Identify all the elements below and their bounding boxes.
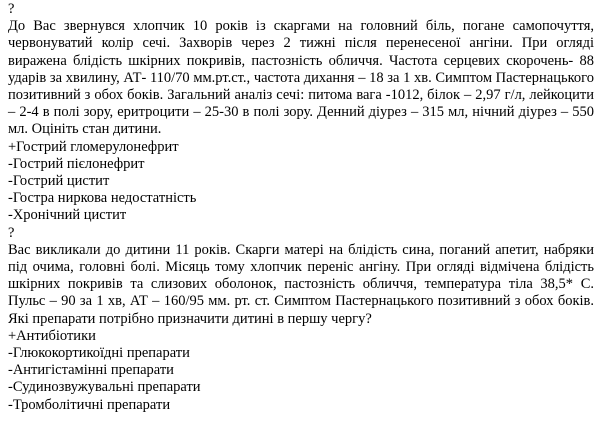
answer-option-correct: +Гострий гломерулонефрит xyxy=(8,138,179,155)
answer-option-correct: +Антибіотики xyxy=(8,327,96,344)
question-text: До Вас звернувся хлопчик 10 років із скаргами на головний біль, погане самопочуття, червонуватий колір сечі. Захворів через 2 тижні після перенесеної ангіни. При огляді виражена блідість шкірних покривів, пастозність обличчя. Частота серцевих скорочень- 88 ударів за хвилину, АТ- 110/70 мм.рт.ст., частота дихання – 18 за 1 хв. Симптом Пастернацького позитивний з обох боків. Загальний аналіз сечі: питома вага -1012, білок – 2,97 г/л, лейкоцити – 2-4 в полі зору, еритроцити – 25-30 в полі зору. Денний діурез – 315 мл, нічний діурез – 550 мл. Оцініть стан дитини. xyxy=(8,18,594,138)
answer-options xyxy=(8,328,594,414)
question-block-2 xyxy=(8,225,594,414)
question-text: Вас викликали до дитини 11 років. Скарги матері на блідість сина, поганий апетит, набряки під очима, головні болі. Місяць тому хлопчик переніс ангіну. При огляді відмічена блідість шкірних покривів та слизових оболонок, пастозність обличчя, температура тіла 38,5* С. Пульс – 90 за 1 хв, АТ – 160/95 мм. рт. ст. Симптом Пастернацького позитивний з обох боків. Які препарати потрібно призначити дитині в першу чергу? xyxy=(8,241,594,327)
question-marker: ? xyxy=(8,1,15,17)
answer-option: -Антигістамінні препарати xyxy=(8,362,174,379)
answer-option: -Гостра ниркова недостатність xyxy=(8,190,197,207)
question-block-1 xyxy=(8,1,594,225)
answer-option: -Хронічний цистит xyxy=(8,207,127,224)
answer-option: -Глюкокортикоїдні препарати xyxy=(8,345,190,362)
question-marker: ? xyxy=(8,224,15,241)
answer-options xyxy=(8,139,594,225)
answer-option: -Гострий цистит xyxy=(8,173,110,190)
answer-option: -Гострий пієлонефрит xyxy=(8,155,145,172)
document-page xyxy=(0,1,600,442)
answer-option: -Судинозвужувальні препарати xyxy=(8,379,201,396)
answer-option: -Тромболітичні препарати xyxy=(8,396,171,413)
